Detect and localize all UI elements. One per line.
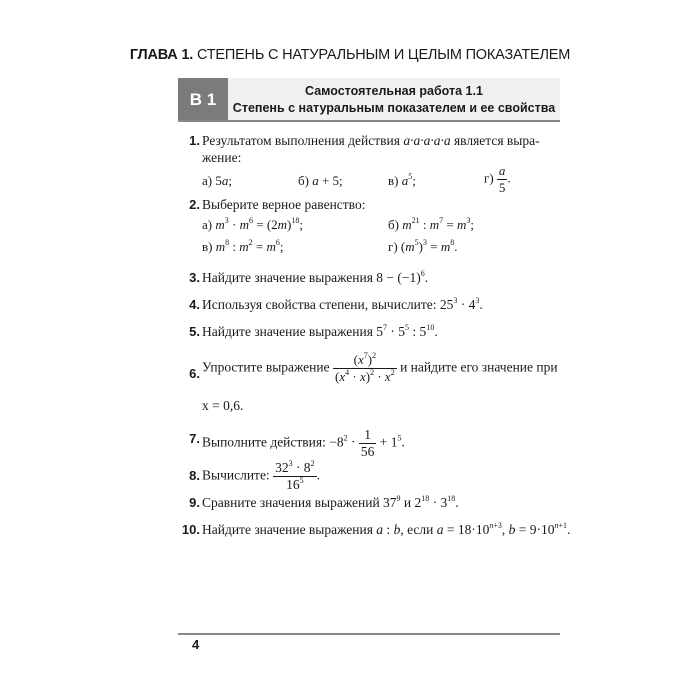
task-text-continued: жение:	[202, 150, 242, 165]
task-text: Вычислите: $\frac{32^3 \cdot 8^2}{16^5}$ .	[202, 459, 320, 492]
task-number: 7.	[189, 431, 200, 446]
chapter-heading	[0, 47, 700, 63]
option-a: а) $m^3 \cdot m^6 = (2m)^{18}$;	[202, 216, 304, 232]
task-number: 6.	[189, 366, 200, 381]
task-number: 1.	[189, 133, 200, 148]
task-text: Выберите верное равенство:	[202, 197, 366, 212]
task-text: Выполните действия: $-8^2$ · $\frac{1}{56}$ + $1^5$.	[202, 427, 405, 459]
chapter-prefix: ГЛАВА 1.	[129, 47, 194, 63]
task-number: 3.	[189, 270, 200, 285]
task-number: 10.	[181, 522, 200, 537]
task-number: 2.	[189, 197, 200, 212]
option-a: а) 5a;	[202, 173, 232, 188]
task-number: 9.	[189, 495, 200, 510]
option-b: б) a + 5;	[298, 173, 343, 188]
header-bottom-rule	[178, 120, 560, 122]
work-title: Самостоятельная работа 1.1	[305, 84, 483, 98]
task-number: 4.	[189, 297, 200, 312]
footer-rule	[178, 633, 560, 635]
variant-badge: В 1	[178, 78, 228, 122]
option-c: в) $m^8$ : $m^2 = m^6$;	[202, 238, 284, 254]
task-text: Сравните значения выражений $37^9$ и $2^{18} \cdot 3^{18}$.	[202, 494, 459, 510]
option-d: г) $(m^5)^3 = m^8$.	[388, 238, 458, 254]
page-number: 4	[192, 637, 200, 652]
work-header	[178, 78, 560, 122]
task-number: 5.	[189, 324, 200, 339]
task-text: Найдите значение выражения a : b, если $a = 18\cdot 10^{n+3}$, $b = 9\cdot 10^{n+1}$.	[202, 521, 571, 537]
task-text-continued: x = 0,6.	[202, 398, 244, 413]
option-d: г) $\frac{a}{5}$ .	[484, 163, 511, 195]
task-text: Используя свойства степени, вычислите: $25^3 \cdot 4^3$.	[202, 296, 483, 312]
option-c: в) $a^5$;	[388, 172, 416, 188]
task-text: Найдите значение выражения $8 - (-1)^6$.	[202, 269, 429, 285]
work-subtitle: Степень с натуральным показателем и ее свойства	[232, 101, 556, 115]
work-title-block	[228, 78, 560, 122]
task-text: Упростите выражение $\frac{(x^7)^2}{(x^4 \cdot x)^2 \cdot x^2}$ и найдите его значение при	[202, 351, 558, 384]
task-number: 8.	[189, 468, 200, 483]
option-b: б) $m^{21}$ : $m^7 = m^3$;	[388, 216, 474, 232]
task-text: Результатом выполнения действия a·a·a·a·a является выра-	[202, 133, 540, 148]
task-text: Найдите значение выражения $5^7 \cdot 5^5$ : $5^{10}$.	[202, 323, 438, 339]
chapter-title: СТЕПЕНЬ С НАТУРАЛЬНЫМ И ЦЕЛЫМ ПОКАЗАТЕЛЕМ	[196, 47, 571, 63]
